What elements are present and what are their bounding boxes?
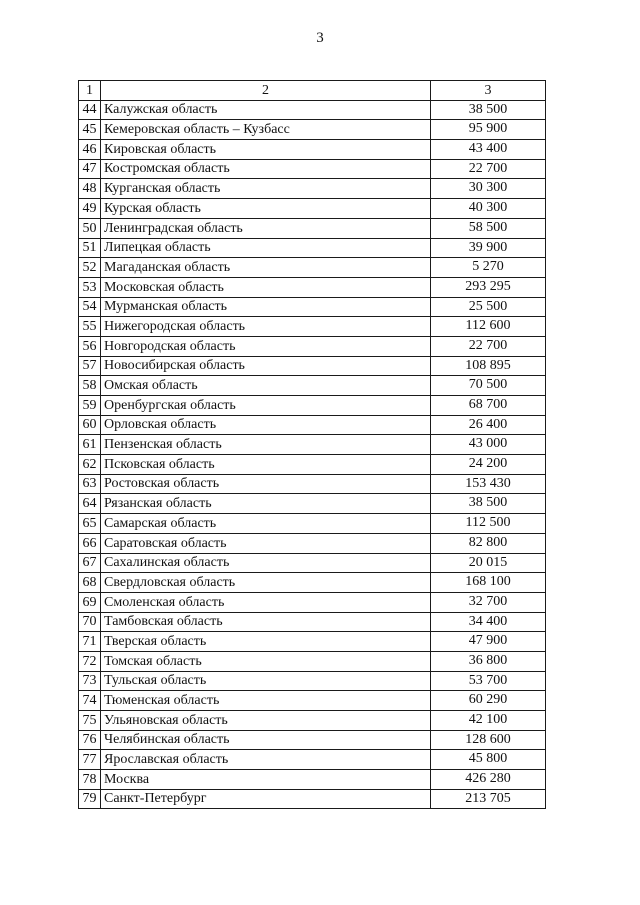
table-row xyxy=(79,415,546,435)
region-name-cell: Челябинская область xyxy=(101,730,431,750)
value-cell: 38 500 xyxy=(431,494,546,514)
table-row xyxy=(79,514,546,534)
row-number-cell: 79 xyxy=(79,789,101,809)
value-cell: 36 800 xyxy=(431,651,546,671)
table-body xyxy=(79,100,546,809)
table-row xyxy=(79,573,546,593)
value-cell: 47 900 xyxy=(431,632,546,652)
table-row xyxy=(79,140,546,160)
region-name-cell: Тамбовская область xyxy=(101,612,431,632)
row-number-cell: 65 xyxy=(79,514,101,534)
value-cell: 168 100 xyxy=(431,573,546,593)
table-row xyxy=(79,455,546,475)
table-row xyxy=(79,297,546,317)
row-number-cell: 68 xyxy=(79,573,101,593)
row-number-cell: 67 xyxy=(79,553,101,573)
row-number-cell: 44 xyxy=(79,100,101,120)
table-row xyxy=(79,533,546,553)
region-name-cell: Ульяновская область xyxy=(101,711,431,731)
value-cell: 43 000 xyxy=(431,435,546,455)
row-number-cell: 47 xyxy=(79,159,101,179)
table-header-row xyxy=(79,81,546,101)
value-cell: 293 295 xyxy=(431,277,546,297)
value-cell: 43 400 xyxy=(431,140,546,160)
row-number-cell: 58 xyxy=(79,376,101,396)
region-name-cell: Ростовская область xyxy=(101,474,431,494)
column-header-number: 1 xyxy=(79,81,101,101)
value-cell: 45 800 xyxy=(431,750,546,770)
value-cell: 32 700 xyxy=(431,592,546,612)
table-row xyxy=(79,474,546,494)
value-cell: 58 500 xyxy=(431,218,546,238)
region-name-cell: Кировская область xyxy=(101,140,431,160)
row-number-cell: 72 xyxy=(79,651,101,671)
row-number-cell: 57 xyxy=(79,356,101,376)
row-number-cell: 75 xyxy=(79,711,101,731)
region-name-cell: Московская область xyxy=(101,277,431,297)
page-number: 3 xyxy=(316,30,324,46)
region-name-cell: Москва xyxy=(101,770,431,790)
table-row xyxy=(79,258,546,278)
row-number-cell: 54 xyxy=(79,297,101,317)
region-name-cell: Орловская область xyxy=(101,415,431,435)
table-row xyxy=(79,612,546,632)
region-name-cell: Свердловская область xyxy=(101,573,431,593)
value-cell: 39 900 xyxy=(431,238,546,258)
value-cell: 112 500 xyxy=(431,514,546,534)
value-cell: 38 500 xyxy=(431,100,546,120)
row-number-cell: 45 xyxy=(79,120,101,140)
table-row xyxy=(79,317,546,337)
table-row xyxy=(79,435,546,455)
value-cell: 42 100 xyxy=(431,711,546,731)
value-cell: 112 600 xyxy=(431,317,546,337)
row-number-cell: 73 xyxy=(79,671,101,691)
value-cell: 34 400 xyxy=(431,612,546,632)
column-header-value: 3 xyxy=(431,81,546,101)
region-name-cell: Пензенская область xyxy=(101,435,431,455)
table-row xyxy=(79,218,546,238)
value-cell: 40 300 xyxy=(431,199,546,219)
value-cell: 213 705 xyxy=(431,789,546,809)
value-cell: 153 430 xyxy=(431,474,546,494)
table-row xyxy=(79,356,546,376)
table-row xyxy=(79,159,546,179)
table-row xyxy=(79,494,546,514)
row-number-cell: 60 xyxy=(79,415,101,435)
value-cell: 25 500 xyxy=(431,297,546,317)
row-number-cell: 78 xyxy=(79,770,101,790)
row-number-cell: 52 xyxy=(79,258,101,278)
row-number-cell: 66 xyxy=(79,533,101,553)
table-row xyxy=(79,376,546,396)
region-name-cell: Томская область xyxy=(101,651,431,671)
table-row xyxy=(79,711,546,731)
region-name-cell: Липецкая область xyxy=(101,238,431,258)
value-cell: 53 700 xyxy=(431,671,546,691)
row-number-cell: 63 xyxy=(79,474,101,494)
table-row xyxy=(79,691,546,711)
region-name-cell: Новгородская область xyxy=(101,336,431,356)
region-name-cell: Новосибирская область xyxy=(101,356,431,376)
region-name-cell: Ленинградская область xyxy=(101,218,431,238)
region-name-cell: Тверская область xyxy=(101,632,431,652)
region-name-cell: Смоленская область xyxy=(101,592,431,612)
table-row xyxy=(79,396,546,416)
row-number-cell: 56 xyxy=(79,336,101,356)
region-name-cell: Сахалинская область xyxy=(101,553,431,573)
value-cell: 70 500 xyxy=(431,376,546,396)
region-name-cell: Тульская область xyxy=(101,671,431,691)
value-cell: 128 600 xyxy=(431,730,546,750)
row-number-cell: 70 xyxy=(79,612,101,632)
table-row xyxy=(79,750,546,770)
value-cell: 108 895 xyxy=(431,356,546,376)
row-number-cell: 50 xyxy=(79,218,101,238)
table-row xyxy=(79,199,546,219)
table-row xyxy=(79,179,546,199)
row-number-cell: 59 xyxy=(79,396,101,416)
row-number-cell: 48 xyxy=(79,179,101,199)
row-number-cell: 51 xyxy=(79,238,101,258)
row-number-cell: 69 xyxy=(79,592,101,612)
table-row xyxy=(79,277,546,297)
row-number-cell: 64 xyxy=(79,494,101,514)
row-number-cell: 46 xyxy=(79,140,101,160)
region-name-cell: Рязанская область xyxy=(101,494,431,514)
region-name-cell: Курская область xyxy=(101,199,431,219)
value-cell: 5 270 xyxy=(431,258,546,278)
region-name-cell: Псковская область xyxy=(101,455,431,475)
value-cell: 26 400 xyxy=(431,415,546,435)
region-name-cell: Мурманская область xyxy=(101,297,431,317)
row-number-cell: 61 xyxy=(79,435,101,455)
region-name-cell: Кемеровская область – Кузбасс xyxy=(101,120,431,140)
column-header-region: 2 xyxy=(101,81,431,101)
value-cell: 95 900 xyxy=(431,120,546,140)
value-cell: 68 700 xyxy=(431,396,546,416)
row-number-cell: 71 xyxy=(79,632,101,652)
table-row xyxy=(79,238,546,258)
table-row xyxy=(79,336,546,356)
value-cell: 30 300 xyxy=(431,179,546,199)
row-number-cell: 55 xyxy=(79,317,101,337)
region-name-cell: Ярославская область xyxy=(101,750,431,770)
table-row xyxy=(79,592,546,612)
value-cell: 426 280 xyxy=(431,770,546,790)
value-cell: 24 200 xyxy=(431,455,546,475)
regions-table xyxy=(78,80,546,809)
region-name-cell: Калужская область xyxy=(101,100,431,120)
value-cell: 82 800 xyxy=(431,533,546,553)
row-number-cell: 62 xyxy=(79,455,101,475)
row-number-cell: 77 xyxy=(79,750,101,770)
value-cell: 22 700 xyxy=(431,159,546,179)
value-cell: 60 290 xyxy=(431,691,546,711)
table-row xyxy=(79,632,546,652)
table-row xyxy=(79,100,546,120)
region-name-cell: Курганская область xyxy=(101,179,431,199)
value-cell: 20 015 xyxy=(431,553,546,573)
table-row xyxy=(79,789,546,809)
table-row xyxy=(79,651,546,671)
region-name-cell: Тюменская область xyxy=(101,691,431,711)
region-name-cell: Санкт-Петербург xyxy=(101,789,431,809)
row-number-cell: 76 xyxy=(79,730,101,750)
region-name-cell: Костромская область xyxy=(101,159,431,179)
row-number-cell: 53 xyxy=(79,277,101,297)
table-row xyxy=(79,730,546,750)
table-row xyxy=(79,553,546,573)
region-name-cell: Магаданская область xyxy=(101,258,431,278)
value-cell: 22 700 xyxy=(431,336,546,356)
table-row xyxy=(79,671,546,691)
table-row xyxy=(79,770,546,790)
region-name-cell: Омская область xyxy=(101,376,431,396)
region-name-cell: Нижегородская область xyxy=(101,317,431,337)
table-row xyxy=(79,120,546,140)
region-name-cell: Саратовская область xyxy=(101,533,431,553)
row-number-cell: 74 xyxy=(79,691,101,711)
row-number-cell: 49 xyxy=(79,199,101,219)
region-name-cell: Оренбургская область xyxy=(101,396,431,416)
region-name-cell: Самарская область xyxy=(101,514,431,534)
